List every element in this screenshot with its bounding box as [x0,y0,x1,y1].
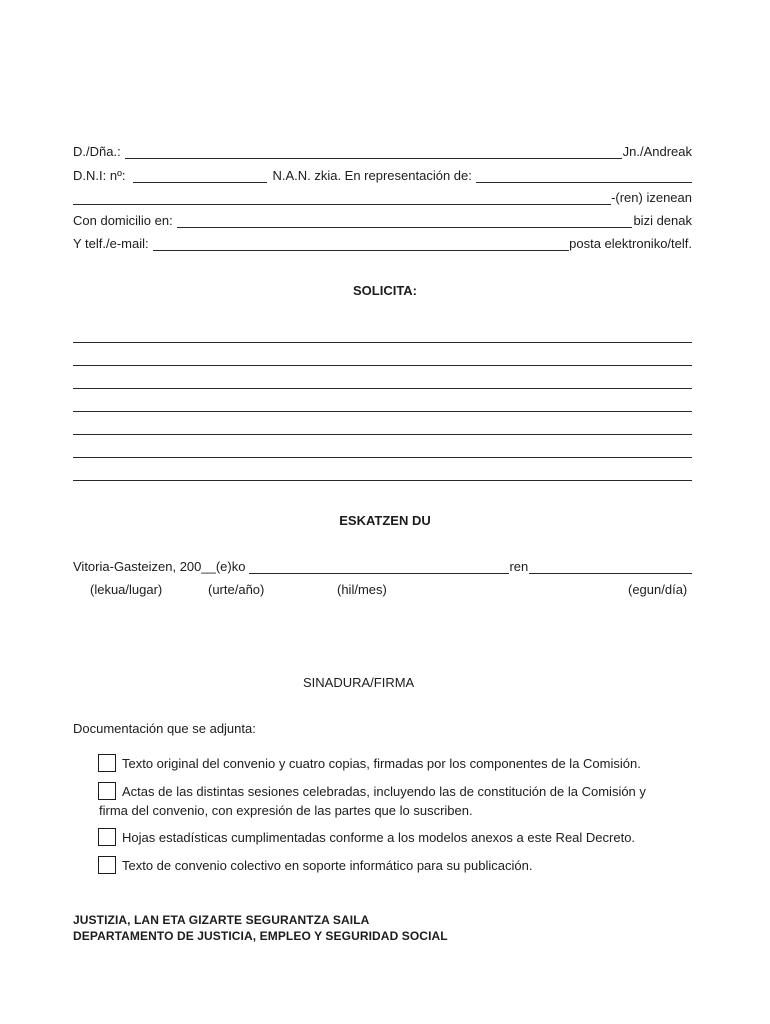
request-line[interactable] [73,457,692,458]
doc-item-statistics-text: Hojas estadísticas cumplimentadas conforme a los modelos anexos a este Real Decreto. [122,830,636,845]
dni-field[interactable] [133,168,267,183]
doc-checkbox-original[interactable] [98,754,116,772]
date-place-row [73,559,692,575]
dni-row [73,168,692,184]
department-name-es: DEPARTAMENTO DE JUSTICIA, EMPLEO Y SEGURIDAD SOCIAL [73,929,448,943]
request-line[interactable] [73,434,692,435]
representation-suffix: -(ren) izenean [611,190,692,205]
place-caption: (lekua/lugar) [90,582,163,597]
department-name-eu: JUSTIZIA, LAN ETA GIZARTE SEGURANTZA SAILA [73,913,370,927]
name-label: D./Dña.: [73,144,121,159]
address-row [73,213,692,229]
doc-checkbox-digital[interactable] [98,856,116,874]
documentation-heading: Documentación que se adjunta: [73,721,256,736]
request-heading-es: SOLICITA: [352,283,418,298]
contact-suffix: posta elektroniko/telf. [569,236,692,251]
month-caption: (hil/mes) [337,582,387,597]
year-caption: (urte/año) [208,582,265,597]
address-label: Con domicilio en: [73,213,173,228]
request-line[interactable] [73,411,692,412]
doc-checkbox-statistics[interactable] [98,828,116,846]
date-place-middle: ren [509,559,529,574]
date-place-prefix: Vitoria-Gasteizen, 200__(e)ko [73,559,246,574]
request-line[interactable] [73,480,692,481]
name-row [73,144,692,160]
doc-item-minutes-text-cont: firma del convenio, con expresión de las partes que lo suscriben. [99,803,473,818]
request-line[interactable] [73,365,692,366]
request-line[interactable] [73,388,692,389]
name-field[interactable] [125,144,622,159]
contact-field[interactable] [153,236,570,251]
month-field[interactable] [249,559,509,574]
day-field[interactable] [529,559,692,574]
contact-row [73,236,692,252]
address-suffix: bizi denak [633,213,692,228]
doc-item-digital-text: Texto de convenio colectivo en soporte informático para su publicación. [122,858,533,873]
request-heading-eu: ESKATZEN DU [339,513,431,528]
representation-label: N.A.N. zkia. En representación de: [272,168,472,183]
name-suffix: Jn./Andreak [622,144,692,159]
signature-label: SINADURA/FIRMA [303,675,415,690]
doc-item-original-text: Texto original del convenio y cuatro copias, firmadas por los componentes de la Comisión. [122,756,641,771]
address-field[interactable] [177,213,633,228]
doc-checkbox-minutes[interactable] [98,782,116,800]
dni-label: D.N.I: nº: [73,168,126,183]
contact-label: Y telf./e-mail: [73,236,149,251]
representation-name-field[interactable] [73,190,611,205]
representation-field[interactable] [476,168,692,183]
representation-row [73,190,692,206]
request-line[interactable] [73,342,692,343]
day-caption: (egun/día) [628,582,688,597]
doc-item-minutes-text: Actas de las distintas sesiones celebradas, incluyendo las de constitución de la Comisión y [122,784,646,799]
